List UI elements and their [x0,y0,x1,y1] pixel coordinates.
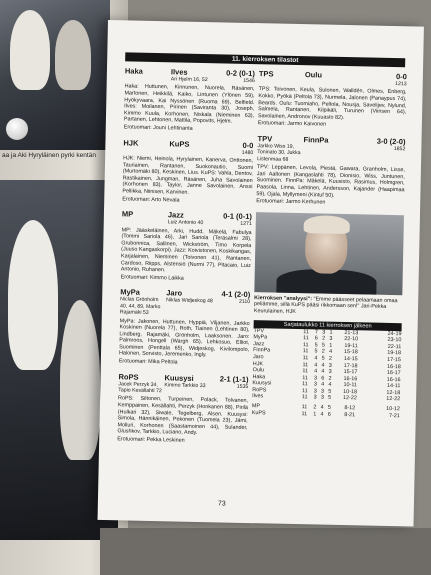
table-surface [100,528,431,575]
draws-cell: 4 [321,368,325,375]
wins-cell: 4 [314,368,318,375]
team-cell: Haka [252,373,266,381]
points-cell: 23-10 [387,337,402,344]
wins-cell: 7 [314,328,319,335]
away-scorers: Niklas Widjeskog 48 [166,297,213,305]
referee: Erotuomari: Jarmo Kaivonen [257,120,327,128]
losses-cell: 3 [329,335,333,342]
left-column [117,66,255,452]
referee: Erotuomari: Pekka Leskinen [117,436,185,444]
points-cell: 16-18 [386,363,401,370]
home-team: Haka [124,66,143,76]
losses-cell: 5 [327,404,331,411]
match-score: 0-2 (0-1) [226,68,256,79]
lineups: MP: Jääskeläinen, Arki, Hudd, Mäkelä, Fabulya (Tommi Sariola 46), Jari Sariola (Teräsalmi 28), Grubonnica, Sallinen, Wickström, Timo Korpela (Juuso Kangaskorpi). Jazz: Koivistonen, Koskikangas, Karjalainen, Nieminen (Toivonen 41), Rantanen, Cardoso, Riipps, Alstensiö (Nurmi 77), Pitacaio, Luiz Antonio, Ruhanen. [120,226,252,274]
played-cell: 11 [302,348,309,355]
round-stats-banner: 11. kierroksen tilastot [125,52,405,67]
played-cell: 11 [301,410,308,417]
points-cell: 14-11 [386,383,401,390]
losses-cell: 3 [328,368,332,375]
goals-cell: 21-13 [344,329,359,336]
away-team: Ilves [170,67,188,77]
points-cell: 10-12 [386,405,400,413]
points-cell: 16-16 [386,376,401,383]
draws-cell: 2 [321,348,325,355]
played-cell: 11 [301,394,308,401]
lineups: TPS: Toivonen, Keula, Sulonen, Walldén, Olmes, Enberg, Kokko, Pyökä (Peltola 73), Nurmela, Jalonen (Panaypus 74), Beards. Oulu: Tuomiaho, Peltola, Nousja, Savelijev, Nylund, Salmela, Rantanen, Kilpikäli, Turunen (Viinsen 64), Savolainen, Andronov (Kuuasto 82). [257,86,407,121]
points-cell: 19-18 [387,350,402,357]
attendance: 1480 [241,149,254,156]
team-cell: KuPS [251,409,266,417]
goals-cell: 8-12 [344,405,356,412]
home-team: TPV [257,134,273,144]
goals-cell: 17-18 [343,362,358,369]
played-cell: 11 [301,404,308,411]
standings-body [252,328,402,420]
match-score: 0-0 [395,72,407,82]
wins-cell: 4 [314,355,318,362]
draws-cell: 4 [321,362,325,369]
home-team: MyPa [120,287,140,298]
team-cell: Jaro [252,354,264,361]
attendance: 2110 [238,299,251,306]
losses-cell: 5 [328,388,332,395]
home-scorers: Jacek Perzyk 34, Tapio Kesällahti 72 [118,380,162,395]
points-cell: 7-21 [388,412,400,419]
away-scorers: Kimmo Tarkkio 33 [164,381,206,389]
home-team: MP [121,209,134,219]
played-cell: 11 [301,388,308,395]
home-scorers: Jarkko Wiss 19, Toninato 30, Jukka Listenmaa 68 [257,143,301,163]
away-scorers [303,144,394,165]
referee: Erotuomari: Jarmo Kerhunen [256,198,326,206]
home-team: RoPS [118,371,139,382]
attendance: 1535 [236,383,249,390]
match-score: 4-1 (2-0) [221,289,251,300]
right-column [252,69,407,419]
standings-title: Sarjataulukko 11 kierroksen jälkeen [254,320,402,331]
team-cell: RoPS [252,386,267,394]
referee: Erotuomari: Jouni Lehtinanta [123,124,193,132]
played-cell: 11 [302,361,309,368]
team-cell: MP [251,403,261,410]
match-score: 2-1 (1-1) [219,374,249,384]
home-scorers [125,75,171,82]
points-cell: 24-19 [387,330,402,337]
attendance: 1852 [393,145,406,153]
quote-text: "Emme päässeet pelaamaan omaa peliämme, sillä KuPS pääsi rikkomaan sen!" [254,296,398,310]
team-cell: Ilves [252,393,264,400]
home-scorers [122,218,168,225]
match-report [117,372,248,446]
away-team: Jazz [167,210,184,220]
losses-cell: 1 [329,342,333,349]
losses-cell: 2 [328,375,332,382]
match-subline [118,381,248,397]
player-figure [60,300,100,460]
losses-cell: 1 [329,329,333,336]
referee: Erotuomari: Mika Peltola [118,358,178,366]
match-subline [122,218,252,227]
losses-cell: 4 [328,381,332,389]
wins-cell: 4 [314,361,318,368]
player-portrait-photo [254,212,404,295]
lineups: Haka: Huttunen, Kinnunen, Nuorela, Räsänen, Martonen, Heikkilä, Kaiko, Lintunen (Ylönen 59), Hyökyvaara, Kai Nyssönen (Ruoma 69), Belfield. Ilves: Moilanen, Pirinen (Saviranta 30), Joseph, Kimmo Kuula, Korhonen, Niskala (Nieminen 63), Partanen, Lehtonen, Mattila, Popovits, Hjelm. [123,83,255,125]
goals-cell: 16-16 [343,375,358,382]
away-team: KuPS [169,138,190,149]
played-cell: 11 [302,374,308,381]
draws-cell: 5 [321,355,325,362]
home-team: HJK [123,137,139,148]
points-cell: 12-18 [386,389,401,397]
draws-cell: 2 [322,335,326,342]
goals-cell: 15-17 [343,369,358,376]
wins-cell: 3 [313,388,317,395]
round-quote [254,295,402,318]
draws-cell: 5 [321,342,326,349]
losses-cell: 5 [328,395,332,402]
match-report [256,134,405,208]
referee: Erotuomari: Kimmo Laikka [120,274,184,282]
home-scorers: Niclas Grönholm 40, 44, 89, Marko Rajamäki 53 [119,296,161,317]
ball-icon [6,118,28,140]
match-subline [123,147,253,156]
lineups: RoPS: Siltonen, Turpeinen, Polack, Tolvanen, Kemppainen, Kesällahti, Perzyk (Honkanen 88), Pirilä (Hulkari 32), Siwale, Tegelberg, Alsen. Kuusysi: Simola, Hännikäinen, Pekonen (Tuomela 23), Jämi, Molluri, Korhonen (Saastamoinen 44), Sulander, Glushkov, Tarkkio, Luciano, Andy. [117,395,249,437]
match-subline [257,143,405,165]
draws-cell: 6 [321,375,325,382]
draws-cell: 4 [321,381,325,388]
draws-cell: 3 [322,329,326,336]
page-number: 73 [217,500,226,508]
match-subline [125,75,255,84]
standings-table [252,328,402,420]
goals-cell: 12-22 [343,395,357,402]
away-team: FinnPa [303,135,329,145]
match-report [122,138,253,205]
away-team: Oulu [304,70,323,80]
wins-cell: 5 [314,342,318,349]
goals-cell: 8-21 [344,411,356,418]
played-cell: 11 [303,328,309,335]
lineups: HJK: Niemi, Heinola, Hyrylainen, Kanerva, Onttonen, Tauriainen, Rantanen, Suokonautio, Suomi (Murtomäki 80), Keskinen, Lius. KuPS: Vahla, Dentov, Rastikainen, Jungman, Räsänen, Juha Savolainen (Korhonen 83), Taylor, Janne Savolainen, Anssi Pellikka, Niinisen, Karvinen. [122,155,254,196]
goals-cell: 10-18 [343,388,358,396]
goals-cell: 10-11 [343,382,357,389]
points-cell: 17-15 [387,356,402,364]
played-cell: 11 [302,355,309,362]
team-cell: HJK [252,360,264,367]
attendance: 1213 [395,81,407,88]
quote-title: Kierroksen "analyysi": [254,294,313,303]
match-score: 0-1 (0-1) [223,211,253,222]
wins-cell: 3 [313,381,317,388]
losses-cell: 3 [328,362,332,369]
goals-cell: 22-10 [344,336,359,343]
player-figure [55,20,91,90]
team-cell: Oulu [252,367,265,374]
right-page [98,20,424,527]
team-cell: MyPa [253,334,268,341]
referee: Erotuomari: Arto Nevala [122,195,180,204]
lineups: MyPa: Jakonen, Huttunen, Hyppiä, Viljanen, Jarkko Koskinen (Nuorela 77), Roth, Tiainen (Lehtinen 80), Lindberg, Rajamäki, Grönholm, Laaksonen. Jaro: Palmroos, Hongell (Wargh 65), Lehkosuo, Elliot, Suominen (Penttala 65), Widjeskog, Kivilompolo, Halonen, Sorvisto, Jeremenko, Ingly. [118,317,250,359]
losses-cell: 2 [328,355,333,362]
team-cell: Kuusysi [252,380,272,387]
away-scorers: Ari Hjelm 16, 52 [170,76,208,84]
match-report [119,288,251,368]
lineups: TPV: Leppänen, Levola, Piestä, Gawara, Granholm, Lisse, Jari Aaltonen (Kangaslahti 78), Dionisio, Wiss, Juntunen, Suominen. FinnPa: Mäkelä, Kuusisto, Rasimus, Holmgren, Paasola, Linna, Lehtinen, Andersson, Kajander (Haapimaa 59), Ojala, Myllymeni (Kintuf 50). [256,164,405,199]
wins-cell: 6 [314,335,318,342]
away-scorers [305,79,396,87]
wins-cell: 3 [313,375,318,382]
goals-cell: 14-15 [343,355,358,363]
team-cell: TPV [253,327,265,334]
match-score: 0-0 [242,140,254,150]
match-photo-top [0,0,110,150]
goals-cell: 15-18 [343,349,358,356]
home-scorers [259,78,305,85]
played-cell: 11 [303,335,309,342]
player-figure [10,10,50,90]
match-subline [120,297,250,319]
match-report [121,209,252,283]
portrait-hair [304,215,350,234]
quote-author: Jari-Pekka Keurulainen, HJK [253,303,387,315]
attendance: 1546 [243,77,255,85]
home-team: TPS [258,69,274,79]
wins-cell: 5 [314,348,318,355]
match-report [124,66,255,133]
team-cell: Jazz [253,340,265,348]
points-cell: 16-17 [386,370,401,377]
attendance: 1271 [240,220,252,228]
away-team: Kuusysi [164,372,194,383]
played-cell: 11 [302,381,308,388]
played-cell: 11 [302,341,309,348]
draws-cell: 3 [320,395,324,402]
team-cell: FinnPa [253,347,271,354]
photo-caption: aa ja Aki Hyryläinen pyrki kentän [2,152,96,159]
away-scorers [169,148,242,156]
points-cell: 22-11 [387,343,402,350]
losses-cell: 4 [329,349,333,356]
player-figure [8,220,58,370]
points-cell: 12-22 [386,396,401,403]
away-scorers: Luiz Antonio 40 [167,219,204,227]
played-cell: 11 [302,368,309,375]
away-team: Jaro [166,288,183,298]
draws-cell: 4 [320,404,324,411]
losses-cell: 6 [327,411,331,418]
wins-cell: 3 [313,394,317,401]
draws-cell: 3 [320,388,325,395]
draws-cell: 4 [320,411,324,418]
home-scorers [123,147,169,154]
match-score: 3-0 (2-0) [376,136,406,147]
wins-cell: 2 [313,404,317,411]
wins-cell: 1 [313,411,317,418]
match-report [258,69,407,130]
goals-cell: 19-11 [344,342,358,350]
